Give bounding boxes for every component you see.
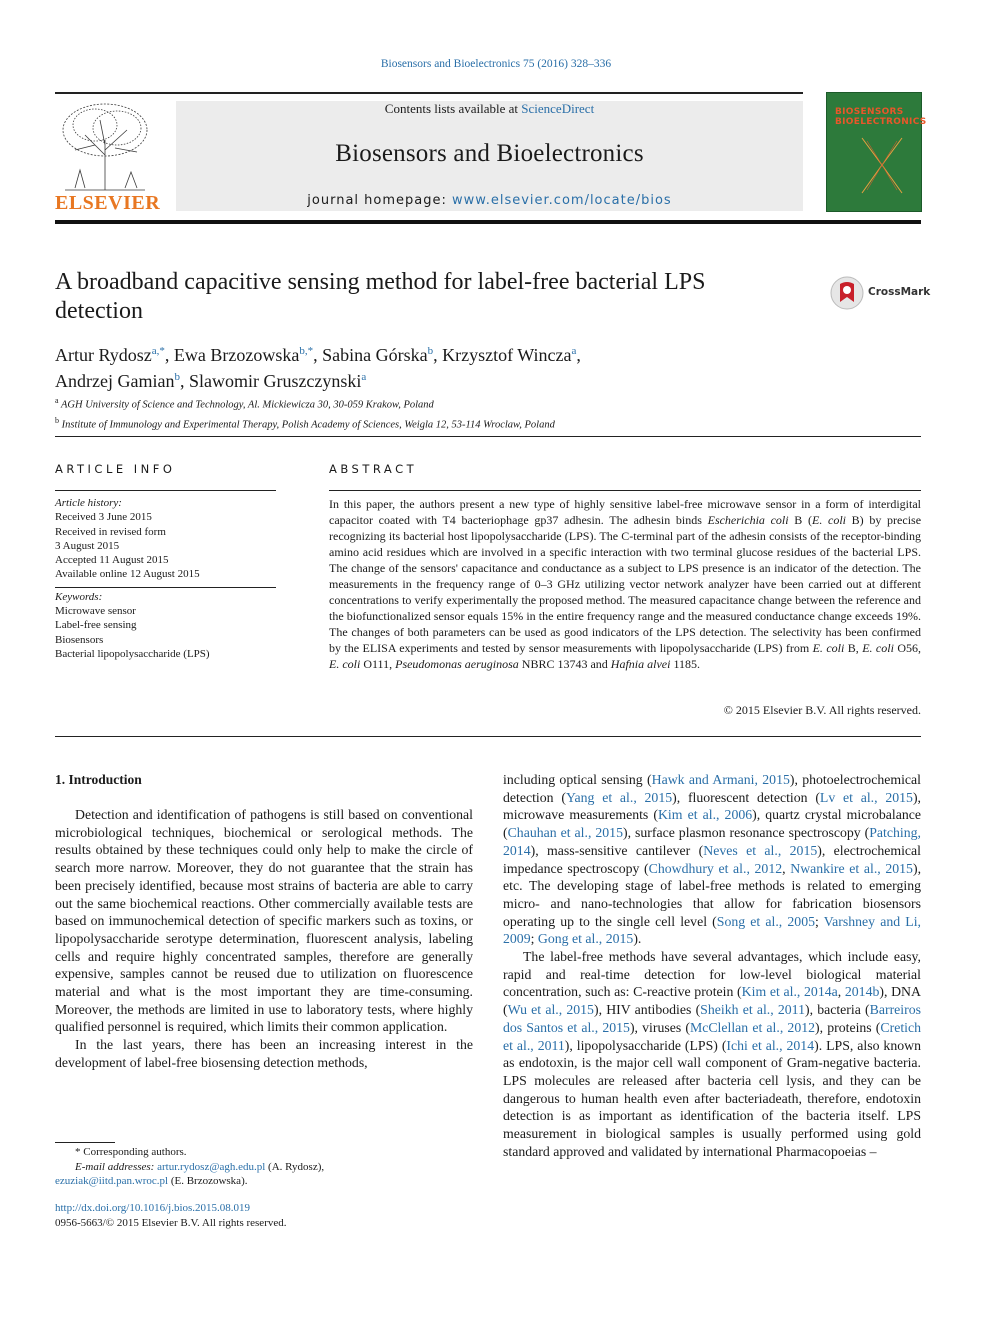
citation-link[interactable]: Kim et al., 2006 bbox=[657, 807, 753, 823]
cover-title: BIOSENSORS BIOELECTRONICS bbox=[835, 107, 927, 127]
crossmark-icon bbox=[830, 276, 864, 310]
elsevier-tree-icon bbox=[55, 100, 155, 192]
citation-link[interactable]: 2014b bbox=[844, 984, 880, 1000]
divider bbox=[55, 436, 921, 437]
crossmark-badge[interactable] bbox=[830, 276, 930, 308]
keyword-item: Bacterial lipopolysaccharide (LPS) bbox=[55, 647, 210, 660]
divider bbox=[55, 490, 276, 491]
citation-link[interactable]: Gong et al., 2015 bbox=[537, 931, 634, 947]
author-sup[interactable]: a bbox=[571, 345, 577, 357]
author-2 bbox=[322, 345, 442, 365]
paragraph: The label-free methods have several advantages, which include easy, rapid and real-time detection for low-level biological material concentration, such as: C-reactive protein (Kim et al., 2014a, 2014b), DNA (Wu et al., 2015), HIV antibodies (Sheikh et al., 2011), bacteria (Barreiros dos Santos et al., 2015), viruses (McClellan et al., 2012), proteins (Cretich et al., 2011), lipopolysaccharide (LPS) (Ichi et al., 2014). LPS, also known as endotoxin, is the major cell wall component of Gram-negative bacteria. LPS molecules are released after bacteria cell lysis, and they can be dangerous to human health even after bacteriadeath, therefore, endotoxin detection is as important as identification of the bacteria itself. LPS measurement in biological samples is usually performed using gold standard approved and validated by international Pharmacopoeias – bbox=[503, 949, 922, 1159]
history-label: Article history: bbox=[55, 497, 122, 509]
journal-name: Biosensors and Bioelectronics bbox=[335, 140, 644, 167]
sciencedirect-link[interactable]: ScienceDirect bbox=[521, 101, 595, 116]
email-label: E-mail addresses: bbox=[75, 1160, 155, 1173]
author-sup[interactable]: a,* bbox=[151, 345, 165, 357]
history-item: Available online 12 August 2015 bbox=[55, 568, 200, 581]
email-link[interactable]: ezuziak@iitd.pan.wroc.pl bbox=[55, 1175, 169, 1187]
citation-link[interactable]: Neves et al., 2015 bbox=[703, 842, 818, 858]
journal-cover[interactable] bbox=[826, 92, 927, 212]
issn-line: 0956-5663/© 2015 Elsevier B.V. All rights reserved. bbox=[55, 1216, 287, 1229]
citation-link[interactable]: Kim et al., 2014a bbox=[741, 984, 838, 1000]
email-link[interactable]: artur.rydosz@agh.edu.pl bbox=[157, 1160, 266, 1173]
citation-link[interactable]: Wu et al., 2015 bbox=[507, 1002, 594, 1018]
citation-link[interactable]: Sheikh et al., 2011 bbox=[700, 1002, 805, 1018]
body-column-left bbox=[55, 806, 473, 1072]
author-name: Andrzej Gamian bbox=[55, 371, 175, 391]
affiliation-sup: b bbox=[55, 415, 59, 425]
citation-link[interactable]: Varshney and Li, 2009 bbox=[503, 913, 921, 947]
author-sep: , bbox=[313, 345, 323, 365]
author-5 bbox=[189, 371, 366, 391]
author-sep: , bbox=[179, 371, 189, 391]
crossmark-label: CrossMark bbox=[868, 286, 931, 298]
homepage-link[interactable]: www.elsevier.com/locate/bios bbox=[452, 193, 672, 208]
cover-graphic-icon bbox=[857, 133, 907, 198]
keyword-item: Label-free sensing bbox=[55, 619, 137, 632]
citation-link[interactable]: Yang et al., 2015 bbox=[565, 789, 673, 805]
author-3 bbox=[442, 345, 581, 365]
header-top-rule bbox=[55, 92, 803, 94]
email-note-cont: ezuziak@iitd.pan.wroc.pl (E. Brzozowska). bbox=[55, 1175, 248, 1187]
author-name: Sabina Górska bbox=[322, 345, 428, 365]
divider bbox=[55, 736, 921, 737]
footnotes bbox=[55, 1145, 475, 1189]
citation-link[interactable]: Ichi et al., 2014 bbox=[726, 1037, 815, 1053]
author-sep: , bbox=[433, 345, 443, 365]
elsevier-wordmark: ELSEVIER bbox=[55, 192, 161, 214]
header-bottom-rule bbox=[55, 220, 921, 224]
author-sup[interactable]: b bbox=[427, 345, 434, 357]
author-1 bbox=[174, 345, 322, 365]
footnote-rule bbox=[55, 1142, 115, 1143]
citation-link[interactable]: Chauhan et al., 2015 bbox=[507, 825, 623, 841]
homepage-prefix: journal homepage: bbox=[307, 193, 452, 208]
affiliation-text: Institute of Immunology and Experimental Therapy, Polish Academy of Sciences, Weigla 12, 53-114 Wroclaw, Poland bbox=[61, 419, 555, 430]
article-identifiers bbox=[55, 1201, 475, 1230]
author-name: Krzysztof Wincza bbox=[442, 345, 572, 365]
citation-link[interactable]: Hawk and Armani, 2015 bbox=[651, 772, 790, 787]
author-0 bbox=[55, 345, 174, 365]
doi-link[interactable]: http://dx.doi.org/10.1016/j.bios.2015.08.019 bbox=[55, 1202, 251, 1214]
divider bbox=[55, 587, 276, 588]
citation-link[interactable]: Nwankire et al., 2015 bbox=[790, 860, 913, 876]
article-title: A broadband capacitive sensing method for label-free bacterial LPS detection bbox=[55, 269, 706, 324]
abstract-text: In this paper, the authors present a new type of highly sensitive label-free microwave sensor in a form of interdigital capacitor coated with T4 bacteriophage gp37 adhesin. The adhesin binds Escherichia coli B (E. coli B) by precise recognizing its bacterial host lipopolysaccharide (LPS). The C-terminal part of the adhesin consists of the receptor-binding amino acid residues which are involved in a specific interaction with two terminal glucose residues of the bacterial LPS. The change of the sensors' capacitance and conductance as a subject to LPS presence is an indicator of the detection. The measurements in the frequency range of 0–3 GHz utilizing vector network analyzer have been carried out at different concentrations to verify experimentally the proposed method. The measured capacitance change between the reference and the biofunctionalized sensor equals 15% in the entire frequency range and the measured conductance change exceeds 19%. The changes of both parameters can be used as good indicators of the LPS detection. The selectivity has been confirmed by the ELISA experiments and tested by sensor measurements with lipopolysaccharide (LPS) from E. coli B, E. coli O56, E. coli O111, Pseudomonas aeruginosa NBRC 13743 and Hafnia alvei 1185. bbox=[329, 497, 922, 671]
affiliation-a bbox=[55, 393, 855, 413]
elsevier-logo[interactable] bbox=[55, 100, 161, 214]
citation-link[interactable]: Cretich et al., 2011 bbox=[503, 1019, 922, 1053]
article-info bbox=[55, 496, 276, 661]
author-sup[interactable]: a bbox=[361, 371, 367, 383]
keyword-item: Biosensors bbox=[55, 633, 104, 646]
section-heading-introduction: 1. Introduction bbox=[55, 772, 142, 787]
citation-link[interactable]: Chowdhury et al., 2012 bbox=[648, 860, 783, 876]
abstract-copyright: © 2015 Elsevier B.V. All rights reserved. bbox=[723, 703, 921, 717]
email-note: E-mail addresses: artur.rydosz@agh.edu.pl (A. Rydosz), bbox=[75, 1160, 325, 1173]
keywords-label: Keywords: bbox=[55, 590, 103, 603]
divider bbox=[329, 490, 921, 491]
citation-link[interactable]: Lv et al., 2015 bbox=[819, 789, 913, 805]
paragraph: including optical sensing (Hawk and Armani, 2015), photoelectrochemical detection (Yang et al., 2015), fluorescent detection (Lv et al., 2015), microwave measurements (Kim et al., 2006), quartz crystal microbalance (Chauhan et al., 2015), surface plasmon resonance spectroscopy (Patching, 2014), mass-sensitive cantilever (Neves et al., 2015), electrochemical impedance spectroscopy (Chowdhury et al., 2012, Nwankire et al., 2015), etc. The developing stage of label-free methods is related to emerging micro- and nano-technologies that allow for fabrication biosensors operating up to the single cell level (Song et al., 2005; Varshney and Li, 2009; Gong et al., 2015). bbox=[503, 772, 922, 947]
author-sup[interactable]: b bbox=[174, 371, 180, 383]
affiliations bbox=[55, 393, 855, 432]
author-sep: , bbox=[576, 345, 581, 365]
history-item: Accepted 11 August 2015 bbox=[55, 554, 169, 567]
citation-link[interactable]: Barreiros dos Santos et al., 2015 bbox=[503, 1002, 921, 1035]
citation-link[interactable]: Patching, 2014 bbox=[503, 825, 921, 858]
author-list bbox=[55, 340, 855, 392]
journal-citation[interactable]: Biosensors and Bioelectronics 75 (2016) 328–336 bbox=[380, 58, 612, 70]
keyword-item: Microwave sensor bbox=[55, 605, 136, 618]
body-column-right bbox=[503, 771, 921, 1160]
corresponding-note: * Corresponding authors. bbox=[75, 1146, 187, 1158]
contents-line bbox=[176, 101, 803, 117]
contents-prefix: Contents lists available at bbox=[384, 101, 522, 116]
author-name: Ewa Brzozowska bbox=[173, 345, 300, 365]
affiliation-sup: a bbox=[55, 396, 59, 405]
affiliation-text: AGH University of Science and Technology, Al. Mickiewicza 30, 30-059 Krakow, Poland bbox=[61, 399, 434, 411]
author-name: Slawomir Gruszczynski bbox=[188, 371, 362, 391]
history-item: 3 August 2015 bbox=[55, 539, 120, 552]
history-item: Received 3 June 2015 bbox=[55, 511, 152, 524]
article-info-heading: ARTICLE INFO bbox=[55, 462, 176, 476]
paragraph: In the last years, there has been an increasing interest in the development of label-free biosensing detection methods, bbox=[55, 1037, 473, 1070]
abstract-heading: ABSTRACT bbox=[329, 462, 418, 476]
author-sup[interactable]: b,* bbox=[299, 345, 314, 357]
history-item: Received in revised form bbox=[55, 525, 166, 538]
author-4 bbox=[55, 371, 189, 391]
citation-link[interactable]: Song et al., 2005 bbox=[716, 913, 815, 929]
journal-homepage bbox=[176, 193, 803, 208]
paragraph: Detection and identification of pathogens is still based on conventional microbiological techniques, biochemical or serological methods. The results obtained by these techniques could only help to make the circle of search more narrow. Moreover, they do not guarantee that the strain has been precisely identified, because most strains of bacteria are able to carry out the same biochemical reactions. Other commercially available tests are based on immunochemical detection of specific markers such as toxins, or lipopolysaccharide serotype determination, fluorescent analysis, labeling cells and require highly concentrated samples, therefore are generally expensive, samples cannot be reused due to utilization on fluorescence material and what is the most important they are time-consuming. Moreover, the methods are limited in use to laboratory tests, where highly qualified personnel is required, which limits their common application. bbox=[55, 807, 473, 1035]
author-name: Artur Rydosz bbox=[55, 345, 152, 365]
affiliation-b bbox=[55, 413, 855, 433]
citation-link[interactable]: McClellan et al., 2012 bbox=[689, 1019, 816, 1035]
author-sep: , bbox=[164, 345, 174, 365]
